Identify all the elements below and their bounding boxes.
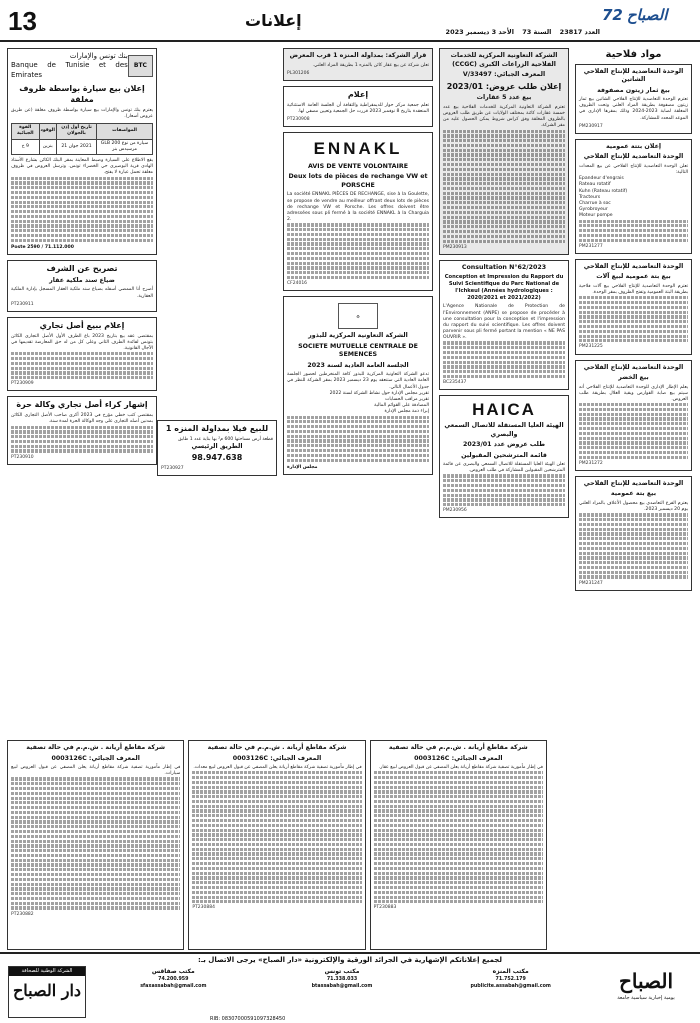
list-item: Tracteurs xyxy=(579,194,601,200)
ennakl-logo: ENNAKL xyxy=(313,138,403,158)
signature: مجلس الإدارة xyxy=(287,464,318,470)
ad-subheading: الطريق الرئيسي xyxy=(191,442,243,450)
ad-heading: Consultation N°62/2023 xyxy=(461,263,547,271)
ad-body: يعلم الإطار الإداري للوحدة التعاضدية للإنتاج الفلاحي أنه سيتم بيع صابة القوارص وبقية الغلال بطريقة طلب العروض. xyxy=(579,384,688,402)
ad-ref: PT230927 xyxy=(161,466,184,472)
issue-number: العدد 23817 xyxy=(559,28,600,36)
ad-ref: PT230882 xyxy=(11,911,34,917)
ad-body: تدعو الشركة التعاونية المركزية للبذور كافة المنخرطين لحضور الجلسة العامة العادية التي ستنعقد يوم 23 ديسمبر 2023 بمقر الشركة للنظر في جدول الأعمال التالي. xyxy=(287,372,430,390)
ad-heading: شركة مقاطع أريانة . ش.م.م في حالة تصفية xyxy=(26,744,166,751)
office-phone: 74.200.959 xyxy=(158,977,189,983)
text-filler xyxy=(287,223,429,279)
list-item: تقرير مراقب الحسابات xyxy=(385,396,429,402)
anpe-consultation xyxy=(439,260,569,390)
office-name: مكتب صفاقس xyxy=(151,968,195,975)
dar-assabah-name: دار الصباح xyxy=(12,980,82,1000)
office-email[interactable]: sfaxassabah@gmail.com xyxy=(140,983,207,989)
ad-heading: تصريح عن الشرف xyxy=(46,264,118,274)
column-ccgc xyxy=(439,48,569,523)
association-notice xyxy=(283,86,433,127)
list-item: تقرير مجلس الإدارة حول نشاط الشركة لسنة 2022 xyxy=(329,390,429,396)
text-filler xyxy=(443,341,565,378)
ad-heading: الشركة التعاونية المركزية للبذور xyxy=(308,332,408,340)
ad-intro: يعتزم بنك تونس والإمارات بيع سيارة بواسطة ظروف مغلقة (عن طريق عروض أسعار). xyxy=(11,107,153,120)
page-number: 13 xyxy=(8,6,37,36)
menzah-ad xyxy=(283,48,433,81)
ad-ref: PM231247 xyxy=(579,580,603,586)
text-filler xyxy=(579,220,688,242)
lease-notice xyxy=(7,396,157,464)
ad-tax-id: المعرف الجبائي: 0003126C xyxy=(414,754,503,762)
villa-ad xyxy=(157,420,277,476)
ad-heading: الهيئة العليا المستقلة للاتصال السمعي والبصري xyxy=(444,422,564,438)
ad-heading: شركة مقاطع أريانة . ش.م.م في حالة تصفية xyxy=(388,744,528,751)
issue-date: الأحد 3 ديسمبر 2023 xyxy=(445,28,514,36)
text-filler xyxy=(443,130,565,243)
ad-tax-id: المعرف الجبائي: 0003126C xyxy=(51,754,140,762)
dar-assabah-logo xyxy=(8,966,86,1018)
ad-ref: PM230917 xyxy=(579,123,603,129)
footer-tagline: يومية إخبارية سياسية جامعة xyxy=(617,995,675,1001)
text-filler xyxy=(287,416,429,462)
text-filler xyxy=(579,296,688,342)
header xyxy=(0,0,700,42)
ad-body: تعلن الوحدة التعاضدية للإنتاج الفلاحي عن بيع المعدات التالية: xyxy=(579,163,688,175)
logo-text: الصباح xyxy=(626,5,668,24)
ad-subheading: بيع بتة عمومية لبيع آلات xyxy=(596,273,671,281)
agri-section-title: مواد فلاحية xyxy=(605,49,662,60)
ad-heading: إعلام xyxy=(347,89,369,99)
table-header: المواصفات xyxy=(97,124,153,139)
ad-body: تعلن شركة عن بيع عقار كائن بالمنزه 1 بطريقة المزاد العلني. xyxy=(312,62,429,68)
ad-ref: PT230908 xyxy=(287,116,310,122)
ad-heading: إشهار كراء أصل تجاري وكالة حرة xyxy=(16,400,148,410)
ad-body: بمقتضى كتب خطي مؤرخ في 2023 أكرى صاحب الأصل التجاري الكائن بمدنين أصله التجاري على وجه الوكالة الحرة لمدة سنة. xyxy=(11,413,154,425)
list-item: Epandeur d'engrais xyxy=(579,176,624,182)
issue-line xyxy=(440,28,600,37)
liquidation-ad-3 xyxy=(7,740,184,950)
newspaper-logo xyxy=(602,4,692,26)
footer-logo-name: الصباح xyxy=(618,969,674,993)
ad-body: في إطار مأمورية تصفية شركة مقاطع أريانة يعلن المصفي عن قبول العروض لبيع سيارات. xyxy=(11,765,181,777)
ccgc-ad xyxy=(439,48,569,255)
table-cell: بنزين xyxy=(39,139,56,154)
footer xyxy=(0,952,700,1023)
contact-line: Poste 2590 / 71.112.000 xyxy=(11,244,74,250)
agri-ad-3 xyxy=(575,259,692,355)
office-phone: 71.338.033 xyxy=(326,977,358,983)
office-email[interactable]: btassabah@gmail.com xyxy=(311,983,373,989)
footer-title: لجميع إعلاناتكم الإشهارية في الجرائد الورقية والإلكترونية «دار الصباح» يرجى الاتصال بـ: xyxy=(198,956,502,964)
column-ennakl xyxy=(283,48,433,480)
ad-subheading: بيع بتة عمومية xyxy=(610,490,657,498)
text-filler xyxy=(579,513,688,578)
text-filler xyxy=(443,474,565,506)
ad-ref: PT230884 xyxy=(192,905,215,911)
bank-name-fr: Banque de Tunisie et des Emirates xyxy=(11,61,128,79)
list-item: المصادقة على القوائم المالية xyxy=(374,403,429,409)
ad-body: في إطار مأمورية تصفية شركة مقاطع أريانة يعلن المصفي عن قبول العروض لبيع معدات. xyxy=(193,765,362,770)
ad-title: ضياع سند ملكية عقار xyxy=(49,276,115,284)
ad-tax-id: المعرف الجبائي: 0003126C xyxy=(232,754,322,762)
business-sale-notice xyxy=(7,317,157,392)
vehicle-table xyxy=(11,123,153,155)
ad-title: طلب عروض عدد 2023/01 xyxy=(462,441,546,449)
ad-heading: قرار الشركة: بمداولة المنزه 1 قرب المعرض xyxy=(289,52,427,59)
ad-body: بمقتضى عقد بيع بتاريخ 2023 باع الطرف الأول الأصل التجاري الكائن بتونس لفائدة الطرف الثاني وعلى كل من له حق المعارضة تقديمها في الآجال القانونية. xyxy=(11,333,154,352)
bank-name-ar: بنك تونس والإمارات xyxy=(69,52,128,60)
ad-body: تعلن الهيئة العليا المستقلة للاتصال السمعي والبصري عن قائمة المترشحين المقبولين للمشاركة في طلب العروض. xyxy=(443,462,565,474)
ad-subheading: SOCIETE MUTUELLE CENTRALE DE SEMENCES xyxy=(298,342,418,359)
ad-ref: PM231225 xyxy=(579,344,603,350)
ad-subheading: الوحدة التعاضدية للإنتاج الفلاحي xyxy=(583,153,684,161)
ad-heading: الوحدة التعاضدية للإنتاج الفلاحي xyxy=(583,479,684,487)
ad-subheading: Conception et Impression du Rapport du Suivi Scientifique du Parc National de l'Ichkeul (Années hydrologiques : 2020/2021 et 2021/2022) xyxy=(444,274,564,302)
ad-title: إعلان طلب عروض: 2023/01 xyxy=(446,81,562,91)
ad-ref: PM230956 xyxy=(443,508,467,514)
ad-body: تعتزم الوحدة التعاضدية للإنتاج الفلاحي الشاتين بيع ثمار زيتون مصفوفة بطريقة المزاد العلني وتحت الظروف المغلقة لصابة 2023-2024 وذلك بمقرها الإداري في الموعد المحدد للمشاركة. xyxy=(579,97,688,121)
btc-header xyxy=(11,52,153,80)
ad-subheading: بيع الخضر xyxy=(618,374,649,382)
ad-tax-id: المعرف الجبائي: V/33497 xyxy=(462,71,546,78)
ad-title: الجلسة العامة العادية لسنة 2023 xyxy=(307,361,409,369)
btc-logo-icon: BTC xyxy=(128,55,153,77)
ad-body: أصرح أنا الممضي أسفله بضياع سند ملكية العقار المسجل بإدارة الملكية العقارية. xyxy=(11,287,153,299)
ad-body: تعتزم الشركة التعاونية المركزية للخدمات الفلاحية بيع عدد خمسة عقارات كائنة بمختلف الولايات عن طريق طلب العروض بالظروف المغلقة وفق كراس شروط يمكن الحصول عليه من مقر الشركة. xyxy=(443,104,565,129)
ad-subheading: بيع عدد 5 عقارات xyxy=(476,94,532,102)
ad-body: تعتزم الوحدة التعاضدية للإنتاج الفلاحي بيع آلات فلاحية بطريقة البتة العمومية وتفتح الظروف بمقر الوحدة. xyxy=(579,283,688,296)
ad-heading: للبيع فيلا بمداولة المنزه 1 xyxy=(165,424,269,433)
company-logo-icon: ⚙ xyxy=(338,303,378,329)
office-email[interactable]: publicite.assabah@gmail.com xyxy=(470,983,551,989)
ad-ref: CF24016 xyxy=(287,281,308,287)
list-item: Kuhn (Rateau rotatif) xyxy=(579,188,628,194)
office-menzah xyxy=(429,968,592,990)
text-filler xyxy=(11,777,180,909)
ad-ref: PT230911 xyxy=(11,301,34,307)
text-filler xyxy=(579,403,688,459)
liquidation-ad-1 xyxy=(370,740,547,950)
agenda-list xyxy=(287,391,429,416)
text-filler xyxy=(374,771,543,903)
haica-ad xyxy=(439,395,569,518)
list-item: Charrue à soc xyxy=(579,200,611,206)
list-item: Moteur pompe xyxy=(579,213,613,219)
agri-ad-4 xyxy=(575,360,692,471)
liquidation-ad-2 xyxy=(188,740,365,950)
office-name: مكتب تونس xyxy=(324,968,360,975)
ad-subheading: قائمة المترشحين المقبولين xyxy=(461,451,547,459)
ad-title: AVIS DE VENTE VOLONTAIRE xyxy=(307,162,409,170)
list-item: Rateau rotatif xyxy=(579,182,611,188)
ad-title: إعلان بيع سيارة بواسطة ظروف مغلقة xyxy=(19,84,145,105)
ad-heading: إعلان بتتة عمومية xyxy=(605,142,662,150)
office-sfax xyxy=(92,968,255,990)
ad-heading: الوحدة التعاضدية للإنتاج الفلاحي xyxy=(583,363,684,371)
ad-subheading: Deux lots de pièces de rechange VW et PORSCHE xyxy=(288,173,428,189)
office-list xyxy=(92,968,592,990)
column-btc xyxy=(7,48,157,470)
btc-ad xyxy=(7,48,157,255)
office-name: مكتب المنزه xyxy=(492,968,529,975)
agri-ad-5 xyxy=(575,476,692,591)
table-header: تاريخ أول إذن بالجولان xyxy=(56,124,96,139)
haica-logo: HAICA xyxy=(472,400,536,420)
liquidation-ads-row xyxy=(7,740,547,955)
ad-body: La société ENNAKL PIÈCES DE RECHANGE, sise à la Goulette, se propose de vendre au meilleur offrant deux lots de pièces de rechange VW et Porsche. Les offres doivent être adressées sous pli fermé à la société ENNAKL à la Charguia 2. xyxy=(287,192,429,223)
text-filler xyxy=(192,771,361,903)
ad-ref: PT230910 xyxy=(11,454,34,460)
ad-heading: الشركة التعاونية المركزية للخدمات الفلاحية الزراعات الكبرى (CCGC) xyxy=(450,52,558,68)
logo-number: 72 xyxy=(602,5,623,24)
column-agri xyxy=(575,48,692,596)
ad-body: L'Agence Nationale de Protection de l'Environnement (ANPE) se propose de procéder à une consultation pour la conception et l'impression du rapport du suivi scientifique. Les offres doivent parvenir sous pli fermé portant la mention « NE PAS OUVRIR ». xyxy=(443,304,565,341)
section-title: إعلانات xyxy=(245,11,302,30)
ad-ref: PT230883 xyxy=(373,905,397,911)
ad-subheading: بيع ثمار زيتون مصفوفة xyxy=(597,86,670,94)
ad-ref: PT230909 xyxy=(11,381,34,387)
equipment-list xyxy=(579,176,688,219)
ad-ref: PM230913 xyxy=(443,244,467,250)
ad-ref: BC235437 xyxy=(443,380,467,386)
ad-body: في إطار مأمورية تصفية شركة مقاطع أريانة يعلن المصفي عن قبول العروض لبيع عقار. xyxy=(378,765,543,770)
ad-heading: الوحدة التعاضدية للإنتاج الفلاحي الشاتين xyxy=(583,67,684,83)
ad-body: يقع الاطلاع على السيارة وضبط المعاينة بمقر البنك الكائن بشارع الأستاذ الهادي قرية البوصيري حي الخضراء تونس. وترسل العروض في ظروف مغلقة تحمل عبارة لا يفتح. xyxy=(11,158,153,176)
table-cell: 9 خ xyxy=(12,139,40,154)
text-filler xyxy=(11,177,153,242)
table-header: الوقود xyxy=(39,124,56,139)
honor-declaration xyxy=(7,260,157,312)
agri-ad-2 xyxy=(575,139,692,254)
footer-logo xyxy=(600,968,692,1002)
phone-number: 98.947.638 xyxy=(191,453,243,463)
ad-body: تعلم جمعية مركز حوار للديمقراطية والثقافة أن الجلسة العامة الاستثنائية المنعقدة بتاريخ 8 نوفمبر 2023 قررت حل الجمعية وتعيين مصفي لها. xyxy=(287,102,429,114)
column-villa xyxy=(157,420,277,481)
list-item: Gyrobroyeur xyxy=(579,207,608,213)
table-header: القوة الجبائية xyxy=(12,124,40,139)
bank-account: RIB: 08307000591097328450 xyxy=(210,1016,286,1022)
ennakl-ad xyxy=(283,132,433,291)
ad-heading: الوحدة التعاضدية للإنتاج الفلاحي xyxy=(583,262,684,270)
semences-ad xyxy=(283,296,433,475)
issue-year: السنة 73 xyxy=(522,28,552,36)
office-phone: 71.752.179 xyxy=(495,977,526,983)
table-cell: سيارة من نوع GLB 200 مرسيدس بنز xyxy=(97,139,153,154)
ad-body: يعتزم الفرع التعاضدي بيع محصول الأعلاف بالمزاد العلني يوم 20 ديسمبر 2023. xyxy=(579,500,688,513)
table-cell: 2021 جوان 21 xyxy=(56,139,96,154)
ad-heading: إعلام ببيع أصل تجاري xyxy=(39,320,125,330)
office-tunis xyxy=(261,968,424,990)
dar-assabah-top: الشركة الوطنية للصحافة xyxy=(9,967,85,976)
ad-ref: PM231272 xyxy=(579,460,603,466)
list-item: إبراء ذمة مجلس الإدارة xyxy=(384,409,429,415)
text-filler xyxy=(11,426,153,453)
ad-ref: PM231277 xyxy=(579,243,603,249)
ad-body: قطعة أرض مساحتها 600 م² بها بناية عدد 1 طابق xyxy=(178,436,273,442)
text-filler xyxy=(11,352,153,379)
agri-ad-1 xyxy=(575,64,692,134)
ad-ref: PL301206 xyxy=(287,70,310,76)
ad-heading: شركة مقاطع أريانة . ش.م.م في حالة تصفية xyxy=(207,744,347,751)
